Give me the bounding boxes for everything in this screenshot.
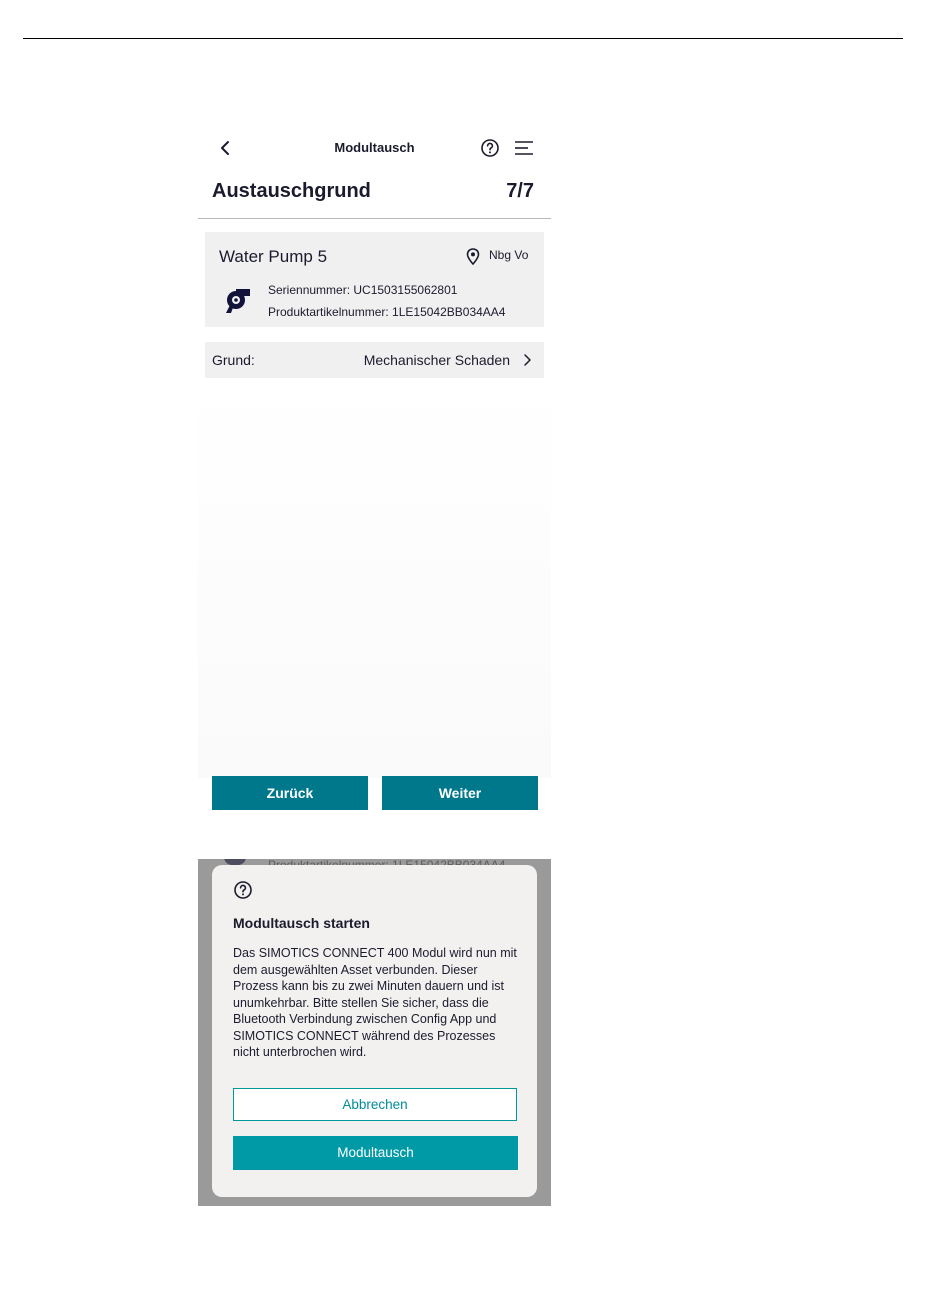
product-article-number: Produktartikelnummer: 1LE15042BB034AA4: [268, 305, 506, 319]
reason-screen: [198, 122, 551, 822]
asset-card: [205, 232, 544, 327]
header-divider: [198, 218, 551, 219]
serial-number: Seriennummer: UC1503155062801: [268, 283, 458, 297]
cancel-button[interactable]: Abbrechen: [233, 1088, 517, 1121]
reason-label: Grund:: [212, 352, 255, 368]
dialog-title: Modultausch starten: [233, 915, 370, 931]
asset-location: Nbg Vo: [489, 248, 529, 262]
next-button[interactable]: Weiter: [382, 776, 538, 810]
step-counter: 7/7: [506, 180, 534, 202]
confirm-dialog: [212, 865, 537, 1197]
question-circle-icon[interactable]: [480, 138, 500, 158]
hamburger-menu-icon[interactable]: [514, 140, 534, 156]
dialog-message: Das SIMOTICS CONNECT 400 Modul wird nun mit dem ausgewählten Asset verbunden. Dieser Prozess kann bis zu zwei Minuten dauern und ist unumkehrbar. Bitte stellen Sie sicher, dass die Bluetooth Verbindung zwischen Config App und SIMOTICS CONNECT während des Prozesses nicht unterbrochen wird.: [233, 946, 517, 1059]
document-header-rule: [23, 38, 903, 39]
content-background: [198, 378, 551, 778]
chevron-right-icon: [522, 353, 532, 367]
location-pin-icon: [466, 248, 480, 265]
reason-value: Mechanischer Schaden: [363, 352, 510, 368]
question-circle-icon: [233, 880, 253, 900]
page-title: Austauschgrund: [212, 180, 371, 202]
module-exchange-button[interactable]: Modultausch: [233, 1136, 518, 1170]
asset-name: Water Pump 5: [219, 247, 328, 266]
confirm-dialog-screen: [198, 859, 551, 1206]
reason-selector[interactable]: [205, 342, 544, 378]
water-pump-icon: [222, 285, 252, 315]
back-button[interactable]: Zurück: [212, 776, 368, 810]
header-title: Modultausch: [334, 140, 415, 155]
